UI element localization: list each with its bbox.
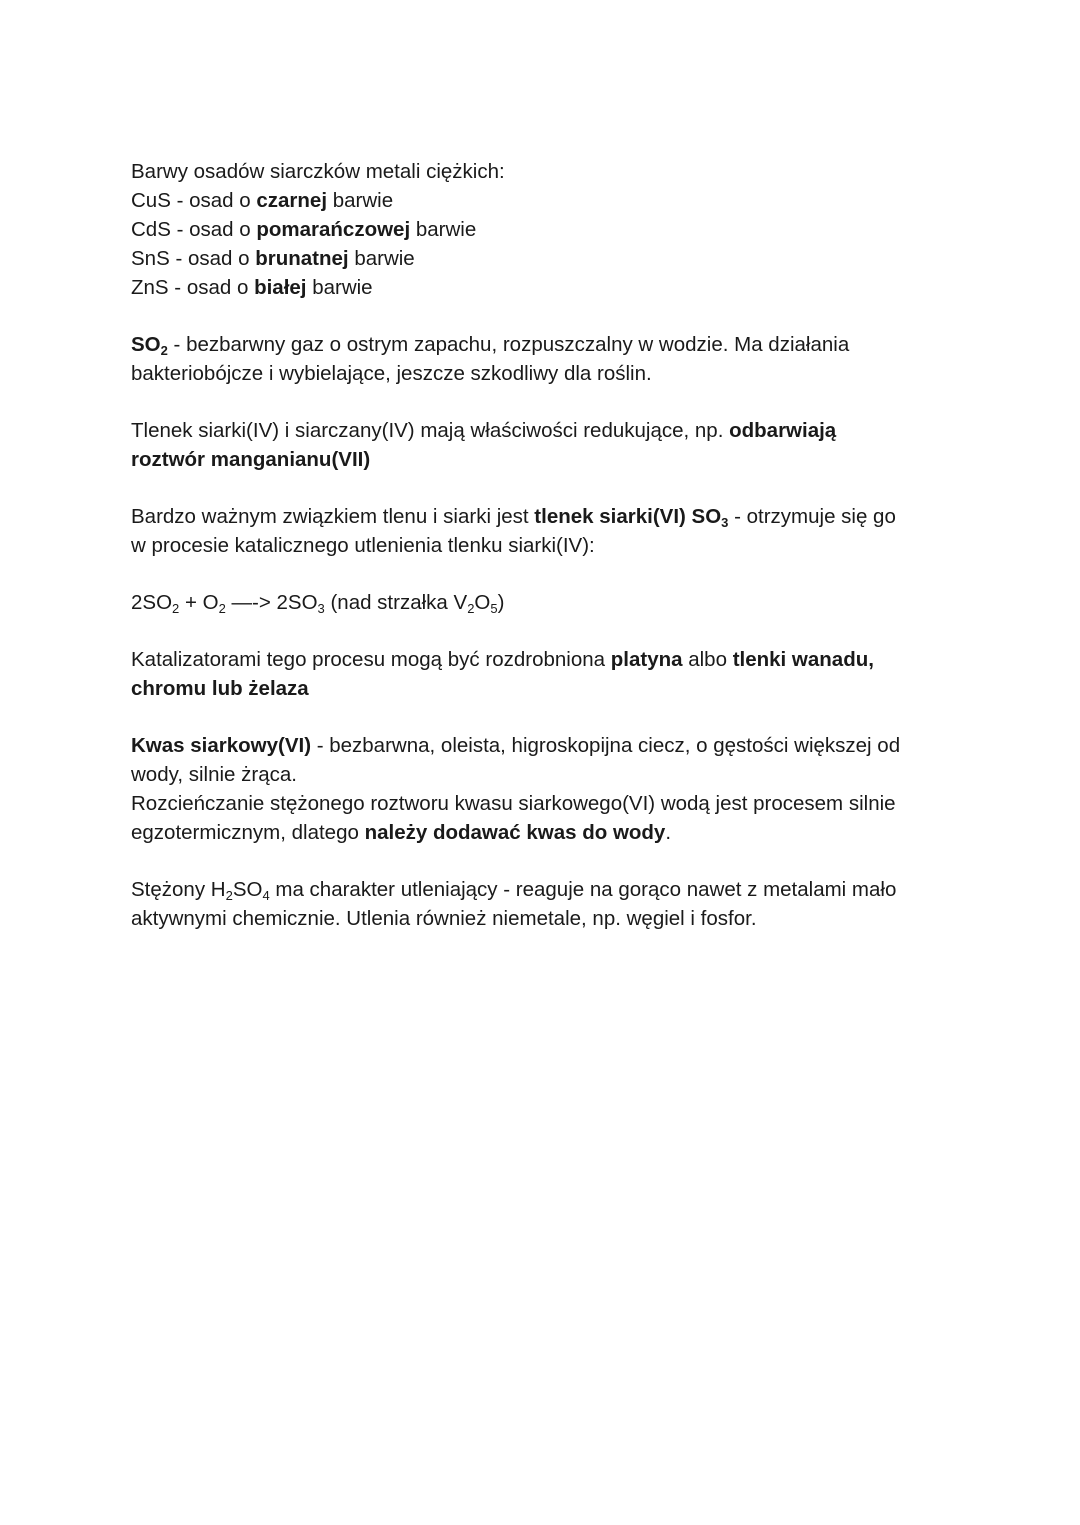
paragraph-gap [131, 617, 961, 645]
sulfides-heading: Barwy osadów siarczków metali ciężkich: [131, 160, 505, 183]
so2-paragraph: $SO_2$ - bezbarwny gaz o ostrym zapachu, rozpuszczalny w wodzie. Ma działania bakteriobójcze i wybielające, jeszcze szkodliwy dla roślin. [131, 333, 850, 385]
paragraph-gap [131, 474, 961, 502]
paragraph-gap [131, 560, 961, 588]
catalysts-paragraph: Katalizatorami tego procesu mogą być rozdrobniona platyna albo tlenki wanadu, chromu lub żelaza [131, 648, 874, 700]
document-page [131, 157, 961, 933]
sulfide-item-zns: ZnS - osad o białej barwie [131, 276, 373, 299]
paragraph-gap [131, 302, 961, 330]
so2-formula: $SO_2$ [131, 333, 168, 358]
reaction-equation: $2SO_2 + O_2$ —-> $2SO_3$ (nad strzałka $V_2O_5$) [131, 591, 505, 616]
sulfide-item-cds: CdS - osad o pomarańczowej barwie [131, 218, 477, 241]
reducing-paragraph: Tlenek siarki(IV) i siarczany(IV) mają właściwości redukujące, np. odbarwiają roztwór manganianu(VII) [131, 419, 837, 471]
sulfuric-acid-paragraph: Kwas siarkowy(VI) - bezbarwna, oleista, higroskopijna ciecz, o gęstości większej od wody, silnie żrąca. Rozcieńczanie stężonego roztworu kwasu siarkowego(VI) wodą jest procesem silnie egzotermicznym, dlatego należy dodawać kwas do wody. [131, 734, 901, 844]
paragraph-gap [131, 703, 961, 731]
sulfide-item-cus: CuS - osad o czarnej barwie [131, 189, 394, 212]
sulfides-section [131, 157, 961, 302]
sulfide-item-sns: SnS - osad o brunatnej barwie [131, 247, 415, 270]
paragraph-gap [131, 388, 961, 416]
concentrated-acid-paragraph: Stężony $H_2SO_4$ ma charakter utleniający - reaguje na gorąco nawet z metalami mało aktywnymi chemicznie. Utlenia również niemetale, np. węgiel i fosfor. [131, 878, 897, 930]
so3-paragraph: Bardzo ważnym związkiem tlenu i siarki jest tlenek siarki(VI) $SO_3$ - otrzymuje się go w procesie katalicznego utlenienia tlenku siarki(IV): [131, 505, 896, 557]
paragraph-gap [131, 847, 961, 875]
